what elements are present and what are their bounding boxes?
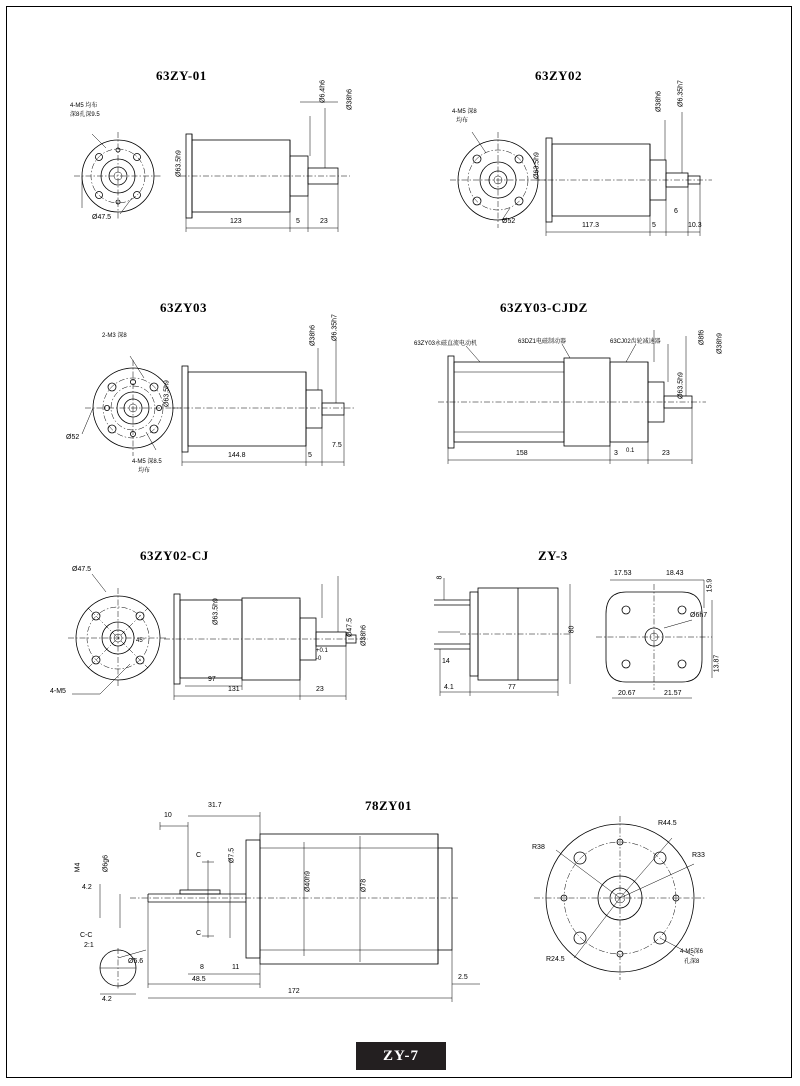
annotation-d56: Ø5.6 — [128, 958, 144, 965]
figure-63zy02-cj — [50, 548, 400, 748]
annotation-5: 5 — [296, 218, 300, 225]
annotation-tol-minus0: -0 — [316, 656, 322, 662]
annotation-scale-21: 2:1 — [84, 942, 94, 949]
annotation-4-m5: 4-M5 均布 — [70, 103, 98, 109]
annotation-d635h9-4: Ø63.5h9 — [677, 372, 685, 399]
figure-78zy01 — [60, 798, 740, 1028]
figure-title-63zy03-cjdz: 63ZY03-CJDZ — [500, 300, 588, 315]
figure-title-zy-3: ZY-3 — [538, 548, 568, 563]
annotation-gearbox-label: 63CJ02齿轮减速器 — [610, 339, 661, 345]
annotation-97: 97 — [208, 676, 216, 683]
sheet-footer-label: ZY-7 — [356, 1042, 446, 1070]
annotation-317: 31.7 — [208, 802, 222, 809]
annotation-5-3: 5 — [308, 452, 312, 459]
figure-63zy-01 — [60, 68, 380, 248]
annotation-2067: 20.67 — [618, 690, 636, 697]
annotation-d635h7: Ø6.35h7 — [677, 80, 685, 107]
annotation-23-2: 23 — [662, 450, 670, 457]
annotation-8: 8 — [436, 575, 444, 580]
annotation-d40h9: Ø40h9 — [304, 870, 312, 893]
annotation-1387: 13.87 — [713, 654, 721, 673]
annotation-d75: Ø7.5 — [228, 847, 236, 864]
annotation-d475-3: Ø47.5 — [346, 617, 354, 638]
annotation-d6g6: Ø6g6 — [102, 854, 110, 873]
annotation-d8f6: Ø8f6 — [698, 329, 706, 346]
annotation-1843: 18.43 — [666, 570, 684, 577]
annotation-159: 15.9 — [706, 578, 714, 593]
annotation-4-m5-deep85: 4-M5 深8.5 — [132, 459, 162, 465]
annotation-4-m5-deep8: 4-M5 深8 — [452, 109, 477, 115]
figure-title-78zy01: 78ZY01 — [365, 798, 413, 813]
figure-63zy03-drawing — [60, 300, 400, 490]
annotation-m4: M4 — [74, 862, 82, 873]
figure-zy-3 — [420, 548, 740, 748]
annotation-2-m3: 2-M3 深8 — [102, 333, 127, 339]
figure-78zy01-drawing — [60, 798, 750, 1028]
annotation-d635h9-2: Ø63.5h9 — [533, 152, 541, 179]
annotation-172: 172 — [288, 988, 300, 995]
annotation-r445: R44.5 — [658, 820, 677, 827]
annotation-r245: R24.5 — [546, 956, 565, 963]
annotation-brake-label: 63DZ1电磁制动器 — [518, 339, 567, 345]
annotation-d52-2: Ø52 — [66, 434, 80, 441]
annotation-d38h6-2: Ø38h6 — [655, 90, 663, 113]
annotation-42-2: 4.2 — [102, 996, 112, 1003]
annotation-10: 10 — [164, 812, 172, 819]
annotation-23-3: 23 — [316, 686, 324, 693]
figure-63zy-01-drawing — [60, 68, 390, 248]
annotation-d38h6-4: Ø38h6 — [360, 624, 368, 647]
annotation-uniform: 均布 — [456, 118, 469, 124]
annotation-1753: 17.53 — [614, 570, 632, 577]
annotation-uniform-2: 均布 — [138, 468, 151, 474]
annotation-8-2: 8 — [200, 964, 204, 971]
annotation-d635h7-2: Ø6.35h7 — [331, 314, 339, 341]
annotation-tol-01: 0.1 — [626, 448, 635, 454]
annotation-c-c: C-C — [80, 932, 93, 939]
annotation-d78: Ø78 — [360, 878, 368, 893]
figure-title-63zy02: 63ZY02 — [535, 68, 583, 83]
annotation-d475-2: Ø47.5 — [72, 566, 92, 573]
annotation-103: 10.3 — [688, 222, 702, 229]
figure-zy-3-drawing — [420, 548, 750, 748]
figure-title-63zy02-cj: 63ZY02-CJ — [140, 548, 209, 563]
annotation-hole-depth8: 孔深8 — [684, 959, 700, 965]
figure-63zy02-drawing — [430, 68, 760, 248]
annotation-r38: R38 — [532, 844, 545, 851]
figure-63zy03-cjdz-drawing — [410, 300, 760, 490]
annotation-45deg: 45° — [136, 638, 146, 644]
annotation-d38h6-3: Ø38h6 — [309, 324, 317, 347]
annotation-d38h6: Ø38h6 — [346, 88, 354, 111]
annotation-25: 2.5 — [458, 974, 468, 981]
annotation-23: 23 — [320, 218, 328, 225]
annotation-80: 80 — [568, 625, 576, 634]
annotation-11: 11 — [232, 964, 240, 971]
figure-title-63zy03: 63ZY03 — [160, 300, 208, 315]
annotation-1448: 144.8 — [228, 452, 246, 459]
annotation-r33: R33 — [692, 852, 705, 859]
annotation-485: 48.5 — [192, 976, 206, 983]
annotation-d635h9-3: Ø63.5h9 — [163, 380, 171, 407]
annotation-d635h9: Ø63.5h9 — [175, 150, 183, 177]
annotation-3: 3 — [614, 450, 618, 457]
annotation-2157: 21.57 — [664, 690, 682, 697]
annotation-6: 6 — [674, 208, 678, 215]
annotation-41: 4.1 — [444, 684, 454, 691]
annotation-14: 14 — [442, 658, 450, 665]
figure-title-63zy-01: 63ZY-01 — [156, 68, 207, 83]
figure-63zy03-cjdz — [410, 300, 750, 490]
annotation-d6h7: Ø6h7 — [690, 612, 708, 619]
annotation-77: 77 — [508, 684, 516, 691]
annotation-motor-label: 63ZY03永磁直流电动机 — [414, 341, 478, 347]
annotation-c-bottom: C — [196, 930, 202, 937]
annotation-d475: Ø47.5 — [92, 214, 112, 221]
figure-63zy03 — [60, 300, 390, 490]
annotation-d64h6: Ø6.4h6 — [319, 80, 327, 103]
annotation-123: 123 — [230, 218, 242, 225]
annotation-5-2: 5 — [652, 222, 656, 229]
annotation-1173: 117.3 — [582, 222, 599, 229]
annotation-75: 7.5 — [332, 442, 342, 449]
figure-63zy02-cj-drawing — [50, 548, 410, 748]
annotation-d38h9: Ø38h9 — [716, 332, 724, 355]
annotation-4-m5-deep6: 4-M5深6 — [680, 949, 704, 955]
annotation-42: 4.2 — [82, 884, 92, 891]
annotation-d635h9-5: Ø63.5h9 — [212, 598, 220, 625]
annotation-4-m5-2: 4-M5 — [50, 688, 66, 695]
annotation-tol-plus01: +0.1 — [316, 648, 328, 654]
figure-63zy02 — [430, 68, 750, 248]
annotation-158: 158 — [516, 450, 528, 457]
annotation-hole-depth: 深8孔深9.5 — [70, 112, 100, 118]
annotation-d52: Ø52 — [502, 218, 516, 225]
annotation-131: 131 — [228, 686, 240, 693]
annotation-c-top: C — [196, 852, 202, 859]
